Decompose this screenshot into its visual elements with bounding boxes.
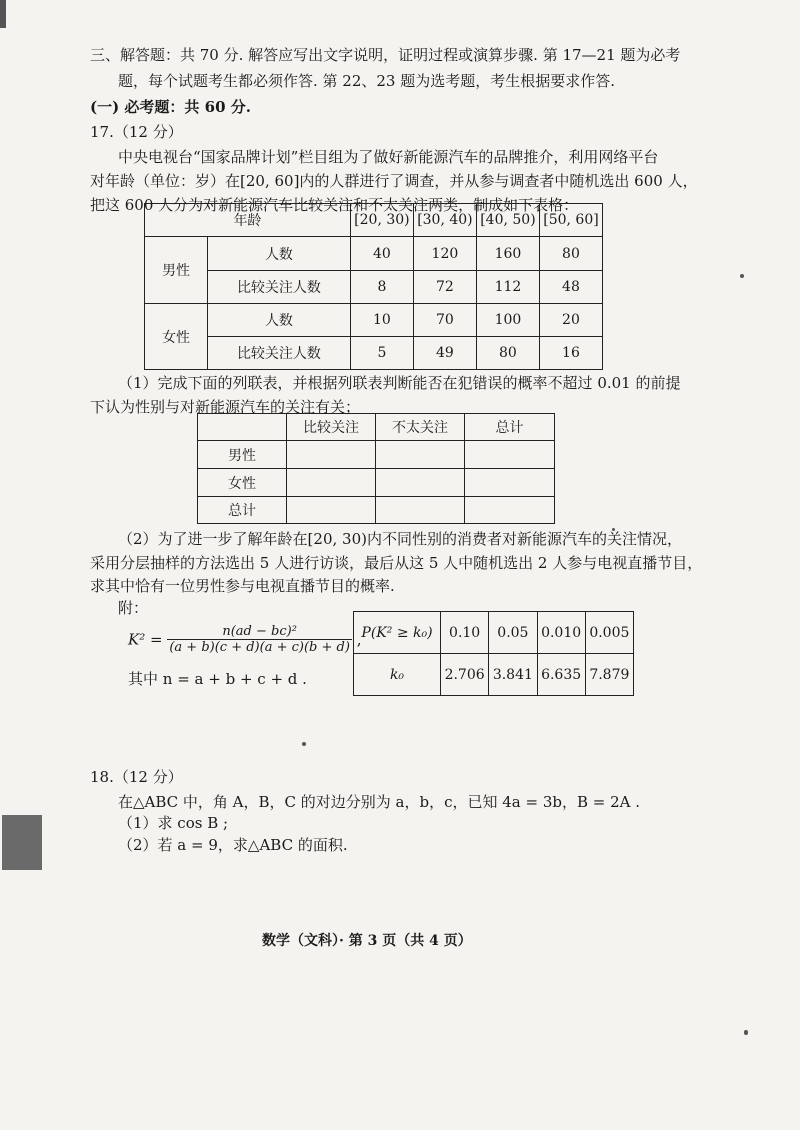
appendix-label: 附： [118,599,149,617]
k-label: k₀ [354,654,441,696]
age-data-table [144,203,603,370]
count-label: 人数 [208,304,351,337]
formula-fraction [167,624,352,655]
formula-n-definition: 其中 n = a + b + c + d . [128,670,307,688]
p-value: 0.05 [489,612,537,654]
contingency-row-label: 总计 [198,497,287,524]
contingency-cell [465,441,555,469]
q17-part2-text: （2）为了进一步了解年龄在[20, 30)内不同性别的消费者对新能源汽车的关注情况， [118,530,682,548]
female-count: 70 [413,304,476,337]
p-value: 0.010 [537,612,585,654]
contingency-row-label: 男性 [198,441,287,469]
section-heading-line2: 题，每个试题考生都必须作答. 第 22、23 题为选考题，考生根据要求作答. [118,72,616,90]
k-value: 7.879 [585,654,633,696]
critical-value-table [353,611,634,696]
k-value: 6.635 [537,654,585,696]
q17-part1-text: 下认为性别与对新能源汽车的关注有关； [90,398,361,416]
k-squared-formula [128,624,361,655]
contingency-cell [287,497,376,524]
q18-text: （1）求 cos B ; [118,814,229,832]
formula-tail: , [356,630,362,649]
required-heading: (一) 必考题：共 60 分. [90,98,251,116]
male-concern: 48 [539,271,602,304]
concern-label: 比较关注人数 [208,271,351,304]
male-count: 160 [476,237,539,271]
q18-text: （2）若 a = 9，求△ABC 的面积. [118,836,348,854]
scan-side-blot [2,815,42,870]
q17-text: 对年龄（单位：岁）在[20, 60]内的人群进行了调查，并从参与调查者中随机选出 600 人， [90,172,698,190]
q18-header: 18.（12 分） [90,768,183,786]
female-concern: 80 [476,337,539,370]
female-label: 女性 [145,304,208,370]
q17-header: 17.（12 分） [90,123,183,141]
contingency-table [197,413,555,524]
p-value: 0.005 [585,612,633,654]
age-range: [20, 30) [350,204,413,237]
formula-denominator: (a + b)(c + d)(a + c)(b + d) [169,640,350,655]
q17-part2-text: 采用分层抽样的方法选出 5 人进行访谈，最后从这 5 人中随机选出 2 人参与电视直播节目， [90,554,703,572]
male-concern: 72 [413,271,476,304]
female-count: 10 [350,304,413,337]
male-count: 40 [350,237,413,271]
contingency-cell [376,497,465,524]
male-concern: 8 [350,271,413,304]
scan-dot [740,274,744,278]
age-range: [30, 40) [413,204,476,237]
contingency-header [198,414,287,441]
female-count: 20 [539,304,602,337]
contingency-header: 总计 [465,414,555,441]
contingency-cell [465,469,555,497]
scan-dot [302,742,306,746]
k-value: 3.841 [489,654,537,696]
q17-part1-text: （1）完成下面的列联表，并根据列联表判断能否在犯错误的概率不超过 0.01 的前提 [118,374,681,392]
female-count: 100 [476,304,539,337]
scan-dot [744,1030,748,1035]
k-value: 2.706 [441,654,489,696]
male-label: 男性 [145,237,208,304]
q17-part2-text: 求其中恰有一位男性参与电视直播节目的概率. [90,577,395,595]
female-concern: 49 [413,337,476,370]
scan-edge-mark [0,0,6,28]
contingency-header: 不太关注 [376,414,465,441]
contingency-cell [376,469,465,497]
male-concern: 112 [476,271,539,304]
contingency-cell [465,497,555,524]
age-range: [50, 60] [539,204,602,237]
p-label: P(K² ≥ k₀) [354,612,441,654]
page-footer: 数学（文科）· 第 3 页（共 4 页） [262,933,472,949]
contingency-cell [287,441,376,469]
p-value: 0.10 [441,612,489,654]
formula-lhs: K² = [128,630,163,649]
age-header: 年龄 [145,204,351,237]
contingency-cell [287,469,376,497]
contingency-cell [376,441,465,469]
male-count: 80 [539,237,602,271]
female-concern: 16 [539,337,602,370]
contingency-row-label: 女性 [198,469,287,497]
formula-numerator: n(ad − bc)² [167,624,352,640]
q18-text: 在△ABC 中，角 A，B，C 的对边分别为 a，b，c，已知 4a = 3b，B = 2A . [118,793,641,811]
concern-label: 比较关注人数 [208,337,351,370]
count-label: 人数 [208,237,351,271]
male-count: 120 [413,237,476,271]
contingency-header: 比较关注 [287,414,376,441]
female-concern: 5 [350,337,413,370]
q17-text: 把这 600 人分为对新能源汽车比较关注和不太关注两类，制成如下表格： [90,196,579,214]
q17-text: 中央电视台“国家品牌计划”栏目组为了做好新能源汽车的品牌推介，利用网络平台 [118,148,659,166]
age-range: [40, 50) [476,204,539,237]
section-heading-line1: 三、解答题：共 70 分. 解答应写出文字说明，证明过程或演算步骤. 第 17—21 题为必考 [90,46,681,64]
